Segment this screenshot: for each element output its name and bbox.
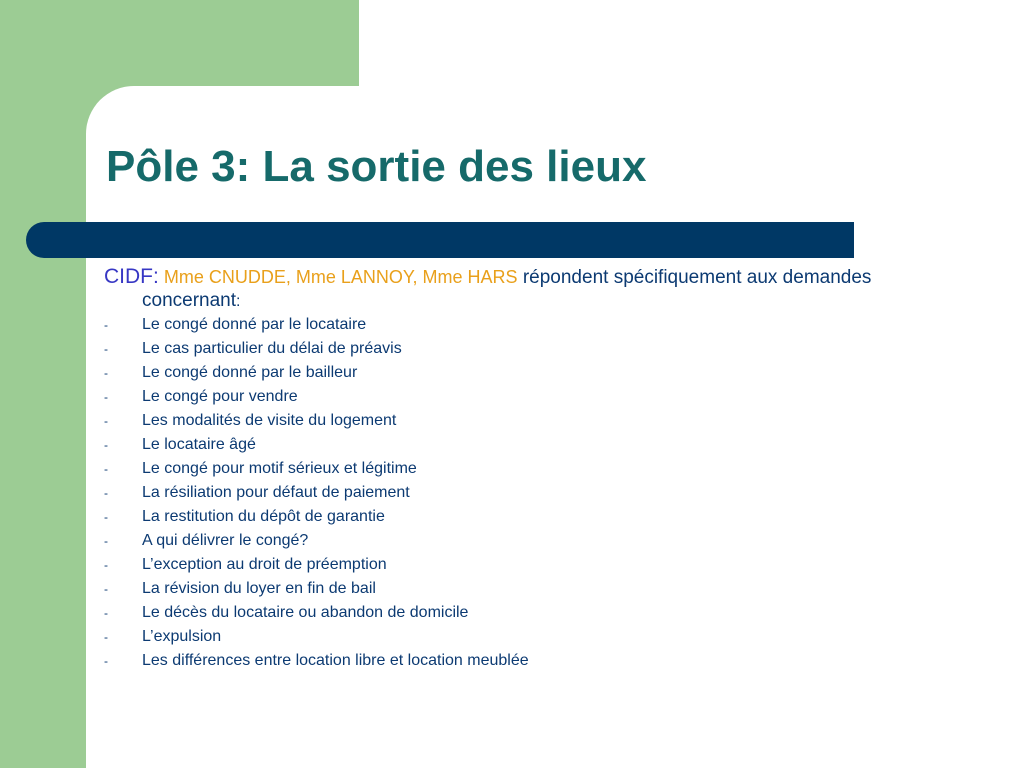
list-item-text: A qui délivrer le congé? xyxy=(142,532,309,549)
list-item xyxy=(104,409,964,433)
list-item-text: Le décès du locataire ou abandon de domicile xyxy=(142,604,469,621)
bullet-dash: - xyxy=(104,414,108,428)
cidf-colon: : xyxy=(153,265,159,288)
intro-text: répondent spécifiquement aux demandes concernant xyxy=(142,267,872,311)
list-item-text: Le congé pour motif sérieux et légitime xyxy=(142,460,417,477)
intro-end-colon: : xyxy=(236,293,241,310)
list-item xyxy=(104,625,964,649)
list-item xyxy=(104,361,964,385)
list-item xyxy=(104,337,964,361)
bullet-dash: - xyxy=(104,486,108,500)
bullet-dash: - xyxy=(104,558,108,572)
bullet-dash: - xyxy=(104,390,108,404)
bullet-dash: - xyxy=(104,438,108,452)
bullet-dash: - xyxy=(104,366,108,380)
bullet-dash: - xyxy=(104,342,108,356)
list-item-text: Le congé donné par le bailleur xyxy=(142,364,358,381)
list-item xyxy=(104,313,964,337)
list-item xyxy=(104,553,964,577)
list-item-text: Le locataire âgé xyxy=(142,436,256,453)
list-item-text: Les différences entre location libre et location meublée xyxy=(142,652,529,669)
bullet-dash: - xyxy=(104,654,108,668)
bullet-dash: - xyxy=(104,462,108,476)
staff-names: Mme CNUDDE, Mme LANNOY, Mme HARS xyxy=(158,267,518,287)
list-item-text: Les modalités de visite du logement xyxy=(142,412,397,429)
list-item xyxy=(104,457,964,481)
list-item-text: Le congé donné par le locataire xyxy=(142,316,367,333)
list-item-text: L’exception au droit de préemption xyxy=(142,556,387,573)
list-item xyxy=(104,577,964,601)
topics-list xyxy=(104,313,964,673)
cidf-label: CIDF xyxy=(104,265,153,288)
intro-paragraph xyxy=(104,265,964,313)
list-item-text: La révision du loyer en fin de bail xyxy=(142,580,376,597)
list-item xyxy=(104,505,964,529)
list-item-text: La résiliation pour défaut de paiement xyxy=(142,484,410,501)
list-item xyxy=(104,481,964,505)
list-item xyxy=(104,529,964,553)
list-item xyxy=(104,385,964,409)
list-item xyxy=(104,601,964,625)
bullet-dash: - xyxy=(104,630,108,644)
slide-title: Pôle 3: La sortie des lieux xyxy=(106,142,647,191)
list-item-text: L’expulsion xyxy=(142,628,222,645)
list-item xyxy=(104,649,964,673)
list-item-text: La restitution du dépôt de garantie xyxy=(142,508,385,525)
bullet-dash: - xyxy=(104,534,108,548)
slide-body xyxy=(104,265,964,673)
bullet-dash: - xyxy=(104,606,108,620)
list-item-text: Le congé pour vendre xyxy=(142,388,298,405)
list-item xyxy=(104,433,964,457)
list-item-text: Le cas particulier du délai de préavis xyxy=(142,340,402,357)
title-underline-bar xyxy=(26,222,854,258)
bullet-dash: - xyxy=(104,510,108,524)
bullet-dash: - xyxy=(104,582,108,596)
bullet-dash: - xyxy=(104,318,108,332)
